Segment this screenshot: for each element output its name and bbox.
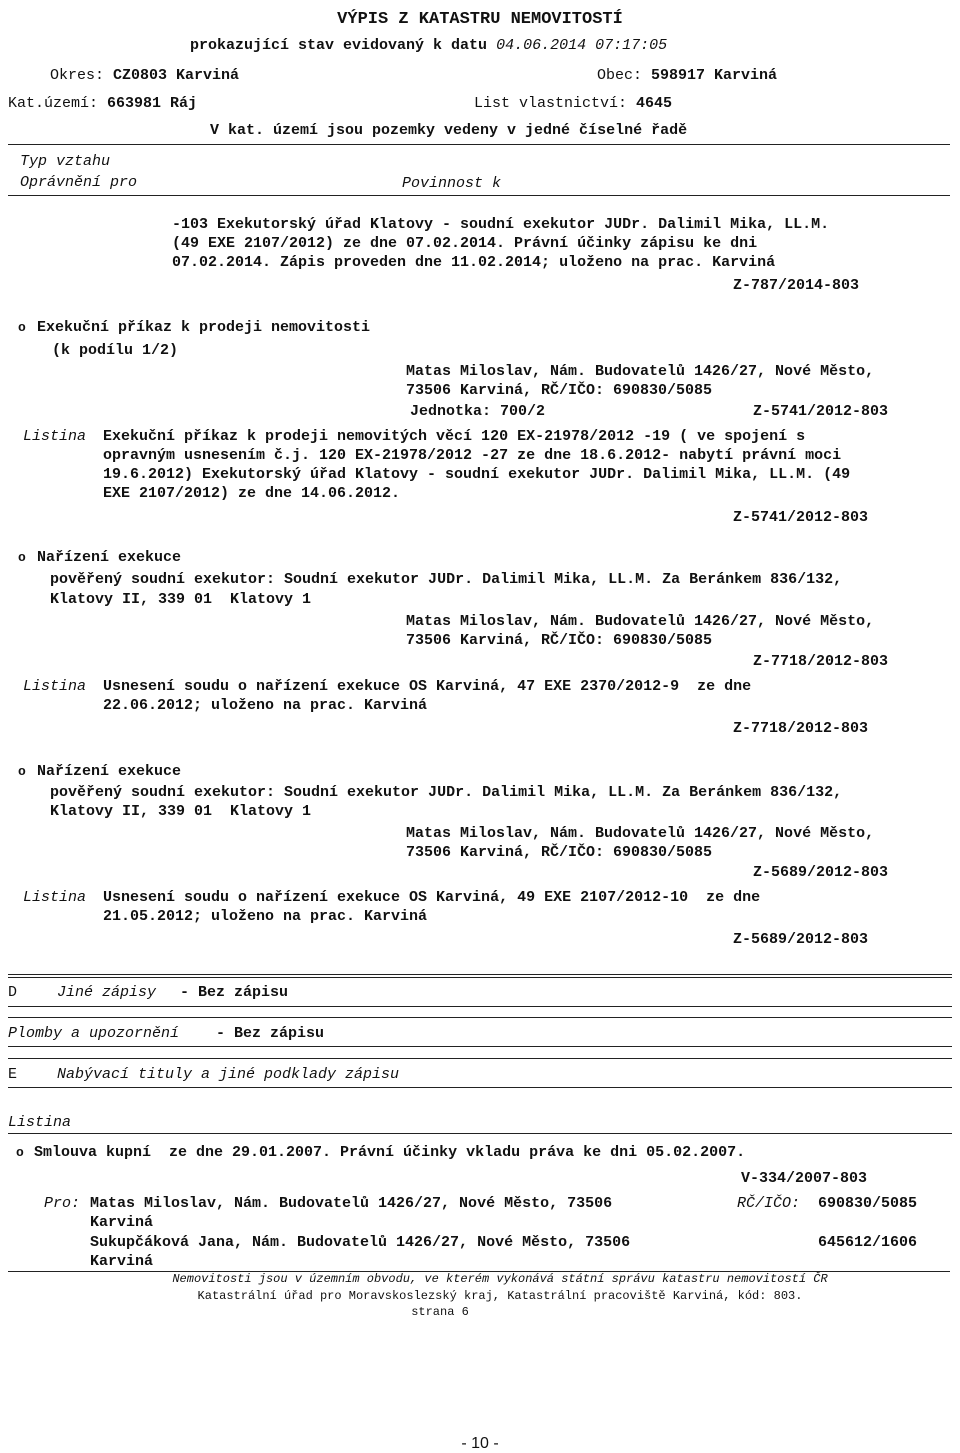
entry2-party-line-2: 73506 Karviná, RČ/IČO: 690830/5085 [406, 632, 713, 649]
party2-id: 645612/1606 [818, 1234, 918, 1251]
entry3-detail-line-2: Klatovy II, 339 01 Klatovy 1 [50, 803, 312, 820]
entry1-listina-label: Listina [23, 428, 87, 445]
lv-value: 4645 [636, 95, 673, 112]
party2-line-1: Sukupčáková Jana, Nám. Budovatelů 1426/27, Nové Město, 73506 [90, 1234, 631, 1251]
section-d-letter: D [8, 984, 18, 1001]
entry3-detail-line-1: pověřený soudní exekutor: Soudní exekutor JUDr. Dalimil Mika, LL.M. Za Beránkem 836/132, [50, 784, 843, 801]
block0-line-2: (49 EXE 2107/2012) ze dne 07.02.2014. Právní účinky zápisu ke dni [172, 235, 758, 252]
entry1-unit-ref: Z-5741/2012-803 [753, 403, 889, 420]
party1-line-2: Karviná [90, 1214, 154, 1231]
listina-e-bullet-icon: o [16, 1145, 24, 1160]
section-e-letter: E [8, 1066, 18, 1083]
entry1-bullet-icon: o [18, 320, 26, 335]
plomby-top-rule [8, 1017, 952, 1018]
entry1-party-line-2: 73506 Karviná, RČ/IČO: 690830/5085 [406, 382, 713, 399]
page-number: - 10 - [461, 1435, 499, 1452]
entry3-listina-line-2: 21.05.2012; uloženo na prac. Karviná [103, 908, 428, 925]
entry1-listina-line-1: Exekuční příkaz k prodeji nemovitých věcí 120 EX-21978/2012 -19 ( ve spojení s [103, 428, 806, 445]
okres-label: Okres: [50, 67, 105, 84]
entry2-title: Nařízení exekuce [37, 549, 182, 566]
entry3-listina-line-1: Usnesení soudu o nařízení exekuce OS Karviná, 49 EXE 2107/2012-10 ze dne [103, 889, 761, 906]
entry3-bullet-icon: o [18, 764, 26, 779]
obec-label: Obec: [597, 67, 643, 84]
party1-id: 690830/5085 [818, 1195, 918, 1212]
section-d-top-rule [8, 974, 952, 975]
plomby-bottom-rule [8, 1046, 952, 1047]
section-e-bottom-rule [8, 1087, 952, 1088]
lv-row [474, 94, 672, 113]
col-typ-vztahu: Typ vztahu [20, 153, 111, 170]
footer-line-1: Nemovitosti jsou v územním obvodu, ve kterém vykonává státní správu katastru nemovitostí ČR [172, 1272, 828, 1286]
entry1-party-line-1: Matas Miloslav, Nám. Budovatelů 1426/27, Nové Město, [406, 363, 875, 380]
block0-line-1: -103 Exekutorský úřad Klatovy - soudní exekutor JUDr. Dalimil Mika, LL.M. [172, 216, 830, 233]
section-d-bottom-rule [8, 1006, 952, 1007]
entry1-listina-line-3: 19.6.2012) Exekutorský úřad Klatovy - soudní exekutor JUDr. Dalimil Mika, LL.M. (49 [103, 466, 851, 483]
entry3-party-line-1: Matas Miloslav, Nám. Budovatelů 1426/27, Nové Město, [406, 825, 875, 842]
section-d-label: Jiné zápisy [57, 984, 157, 1001]
entry1-listina-line-2: opravným usnesením č.j. 120 EX-21978/2012 -27 ze dne 18.6.2012- nabytí právní moci [103, 447, 842, 464]
entry2-bullet-icon: o [18, 550, 26, 565]
entry1-title: Exekuční příkaz k prodeji nemovitosti [37, 319, 371, 336]
katuzemi-value: 663981 Ráj [107, 95, 198, 112]
block0-ref: Z-787/2014-803 [733, 277, 860, 294]
listina-e-label: Listina [8, 1114, 72, 1131]
entry2-listina-line-1: Usnesení soudu o nařízení exekuce OS Karviná, 47 EXE 2370/2012-9 ze dne [103, 678, 752, 695]
entry3-party-line-2: 73506 Karviná, RČ/IČO: 690830/5085 [406, 844, 713, 861]
entry2-detail-line-2: Klatovy II, 339 01 Klatovy 1 [50, 591, 312, 608]
entry2-ref: Z-7718/2012-803 [733, 720, 869, 737]
footer-line-2: Katastrální úřad pro Moravskoslezský kraj, Katastrální pracoviště Karviná, kód: 803. [197, 1289, 803, 1303]
entry2-party-line-1: Matas Miloslav, Nám. Budovatelů 1426/27, Nové Město, [406, 613, 875, 630]
section-d-top-rule-2 [8, 977, 952, 978]
party1-line-1: Matas Miloslav, Nám. Budovatelů 1426/27, Nové Město, 73506 [90, 1195, 613, 1212]
okres-row [50, 66, 239, 85]
section-e-label: Nabývací tituly a jiné podklady zápisu [57, 1066, 400, 1083]
plomby-label: Plomby a upozornění [8, 1025, 180, 1042]
entry2-listina-label: Listina [23, 678, 87, 695]
block0-line-3: 07.02.2014. Zápis proveden dne 11.02.2014; uloženo na prac. Karviná [172, 254, 776, 271]
katuzemi-row [8, 94, 197, 113]
cadastral-note: V kat. území jsou pozemky vedeny v jedné číselné řadě [210, 122, 688, 139]
lv-label: List vlastnictví: [474, 95, 628, 112]
okres-value: CZ0803 Karviná [113, 67, 240, 84]
party2-line-2: Karviná [90, 1253, 154, 1270]
subtitle-date: 04.06.2014 07:17:05 [496, 37, 668, 54]
entry2-listina-line-2: 22.06.2012; uloženo na prac. Karviná [103, 697, 428, 714]
entry1-listina-line-4: EXE 2107/2012) ze dne 14.06.2012. [103, 485, 401, 502]
entry2-detail-line-1: pověřený soudní exekutor: Soudní exekutor JUDr. Dalimil Mika, LL.M. Za Beránkem 836/132, [50, 571, 843, 588]
columns-divider [8, 195, 950, 196]
entry3-listina-label: Listina [23, 889, 87, 906]
subtitle-label: prokazující stav evidovaný k datu [190, 37, 488, 54]
section-d-value: - Bez zápisu [180, 984, 289, 1001]
plomby-value: - Bez zápisu [216, 1025, 325, 1042]
obec-row [597, 66, 777, 85]
pro-label: Pro: [44, 1195, 81, 1212]
subtitle [190, 36, 667, 55]
listina-e-rule [8, 1133, 952, 1134]
section-e-top-rule [8, 1058, 952, 1059]
header-divider [8, 144, 950, 145]
obec-value: 598917 Karviná [651, 67, 778, 84]
document-title: VÝPIS Z KATASTRU NEMOVITOSTÍ [337, 10, 623, 29]
listina-e-line: Smlouva kupní ze dne 29.01.2007. Právní účinky vkladu práva ke dni 05.02.2007. [34, 1144, 746, 1161]
entry1-unit: Jednotka: 700/2 [410, 403, 546, 420]
party1-id-label: RČ/IČO: [737, 1195, 801, 1212]
katuzemi-label: Kat.území: [8, 95, 99, 112]
footer-line-3: strana 6 [411, 1305, 469, 1319]
entry3-title: Nařízení exekuce [37, 763, 182, 780]
listina-e-ref: V-334/2007-803 [741, 1170, 868, 1187]
entry3-ref: Z-5689/2012-803 [733, 931, 869, 948]
entry1-ref: Z-5741/2012-803 [733, 509, 869, 526]
col-povinnost-k: Povinnost k [402, 175, 502, 192]
entry2-party-ref: Z-7718/2012-803 [753, 653, 889, 670]
entry1-subtitle: (k podílu 1/2) [52, 342, 179, 359]
entry3-party-ref: Z-5689/2012-803 [753, 864, 889, 881]
col-opravneni-pro: Oprávnění pro [20, 174, 138, 191]
